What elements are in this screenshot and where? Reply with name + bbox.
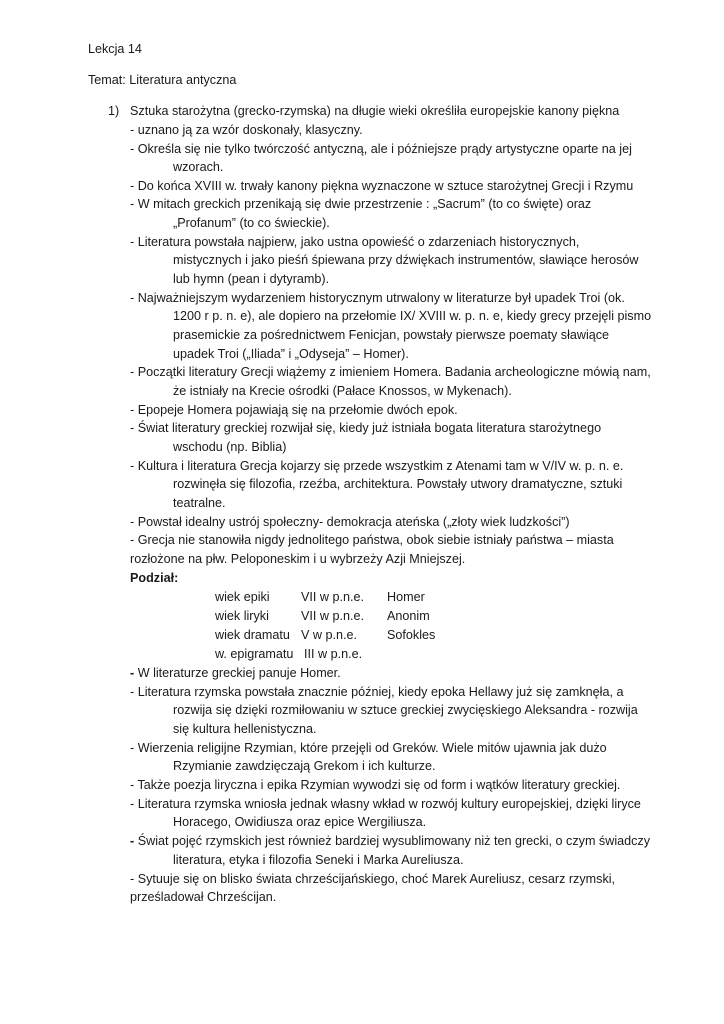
text-line: mistycznych i jako pieśń śpiewana przy dźwiękach instrumentów, sławiące herosów xyxy=(173,253,639,267)
text-line: lub hymn (pean i dytyramb). xyxy=(173,272,330,286)
lesson-topic: Temat: Literatura antyczna xyxy=(88,73,237,87)
text-line: - Powstał idealny ustrój społeczny- demokracja ateńska („złoty wiek ludzkości”) xyxy=(130,515,570,529)
table-cell: Homer xyxy=(387,590,425,604)
text-line: się kultura hellenistyczna. xyxy=(173,722,317,736)
text-line: - Najważniejszym wydarzeniem historycznym utrwalony w literaturze był upadek Troi (ok. xyxy=(130,291,625,305)
bullet-dash: - xyxy=(130,666,135,680)
list-number: 1) xyxy=(108,104,120,118)
text-line: Horacego, Owidiusza oraz epice Wergiliusza. xyxy=(173,815,427,829)
text-line: - Literatura rzymska wniosła jednak własny wkład w rozwój kultury europejskiej, dzięki liryce xyxy=(130,797,641,811)
table-cell: VII w p.n.e. xyxy=(301,609,364,623)
text-line: 1200 r p. n. e), ale dopiero na przełomie IX/ XVIII w. p. n. e, kiedy grecy przejęli pismo xyxy=(173,309,652,323)
text-line: prześladował Chrześcijan. xyxy=(130,890,277,904)
text-line: - Wierzenia religijne Rzymian, które przejęli od Greków. Wiele mitów ujawnia jak dużo xyxy=(130,741,607,755)
text-line: - Określa się nie tylko twórczość antyczną, ale i późniejsze prądy artystyczne oparte na jej xyxy=(130,142,632,156)
text-line: - W mitach greckich przenikają się dwie przestrzenie : „Sacrum” (to co święte) oraz xyxy=(130,197,592,211)
text-line: Sztuka starożytna (grecko-rzymska) na długie wieki określiła europejskie kanony piękna xyxy=(130,104,620,118)
text-line: - Sytuuje się on blisko świata chrześcijańskiego, choć Marek Aureliusz, cesarz rzymski, xyxy=(130,872,616,886)
text-line: wzorach. xyxy=(173,160,224,174)
text-line: rozwija się dzięki rozmiłowaniu w sztuce greckiej zwycięskiego Aleksandra - rozwija xyxy=(173,703,638,717)
text-line: - Grecja nie stanowiła nigdy jednolitego państwa, obok siebie istniały państwa – miasta xyxy=(130,533,614,547)
table-cell: Sofokles xyxy=(387,628,436,642)
text-line: - Kultura i literatura Grecja kojarzy się przede wszystkim z Atenami tam w V/IV w. p. n. e. xyxy=(130,459,624,473)
lesson-number: Lekcja 14 xyxy=(88,42,142,56)
text-line: rozwinęła się filozofia, rzeźba, architektura. Powstały utwory dramatyczne, sztuki xyxy=(173,477,623,491)
text-line: Rzymianie zawdzięczają Grekom i ich kulturze. xyxy=(173,759,436,773)
text-line: teatralne. xyxy=(173,496,226,510)
text-line: - Świat literatury greckiej rozwijał się, kiedy już istniała bogata literatura starożytnego xyxy=(130,421,602,435)
text-line: rozłożone na płw. Peloponeskim i u wybrzeży Azji Mniejszej. xyxy=(130,552,466,566)
text-line: prasemickie za pośrednictwem Fenicjan, powstały pierwsze poematy sławiące xyxy=(173,328,610,342)
table-cell: Anonim xyxy=(387,609,430,623)
bullet-dash: - xyxy=(130,834,135,848)
text-line: - Początki literatury Grecji wiążemy z imieniem Homera. Badania archeologiczne mówią nam, xyxy=(130,365,651,379)
table-cell: V w p.n.e. xyxy=(301,628,358,642)
text-line: - Także poezja liryczna i epika Rzymian wywodzi się od form i wątków literatury greckiej. xyxy=(130,778,621,792)
text-line: wschodu (np. Biblia) xyxy=(173,440,287,454)
text-line: - Do końca XVIII w. trwały kanony piękna wyznaczone w sztuce starożytnej Grecji i Rzymu xyxy=(130,179,634,193)
table-cell: wiek liryki xyxy=(215,609,269,623)
table-cell: wiek epiki xyxy=(215,590,270,604)
text-line: - W literaturze greckiej panuje Homer. xyxy=(130,666,341,680)
table-cell: wiek dramatu xyxy=(215,628,290,642)
text-line: - Świat pojęć rzymskich jest również bardziej wysublimowany niż ten grecki, o czym świadczy xyxy=(130,834,651,848)
text-line: - Literatura powstała najpierw, jako ustna opowieść o zdarzeniach historycznych, xyxy=(130,235,580,249)
table-cell: VII w p.n.e. xyxy=(301,590,364,604)
text-line: „Profanum” (to co świeckie). xyxy=(173,216,330,230)
table-cell: w. epigramatu xyxy=(215,647,294,661)
text-line: - Literatura rzymska powstała znacznie później, kiedy epoka Hellawy już się zamknęła, a xyxy=(130,685,624,699)
table-cell: III w p.n.e. xyxy=(304,647,363,661)
text-line: że istniały na Krecie ośrodki (Pałace Knossos, w Mykenach). xyxy=(173,384,512,398)
text-line: - uznano ją za wzór doskonały, klasyczny. xyxy=(130,123,363,137)
text-line: upadek Troi („Iliada” i „Odyseja” – Homer). xyxy=(173,347,409,361)
text-line: literatura, etyka i filozofia Seneki i Marka Aureliusza. xyxy=(173,853,464,867)
text-line: - Epopeje Homera pojawiają się na przełomie dwóch epok. xyxy=(130,403,458,417)
division-heading: Podział: xyxy=(130,571,179,585)
